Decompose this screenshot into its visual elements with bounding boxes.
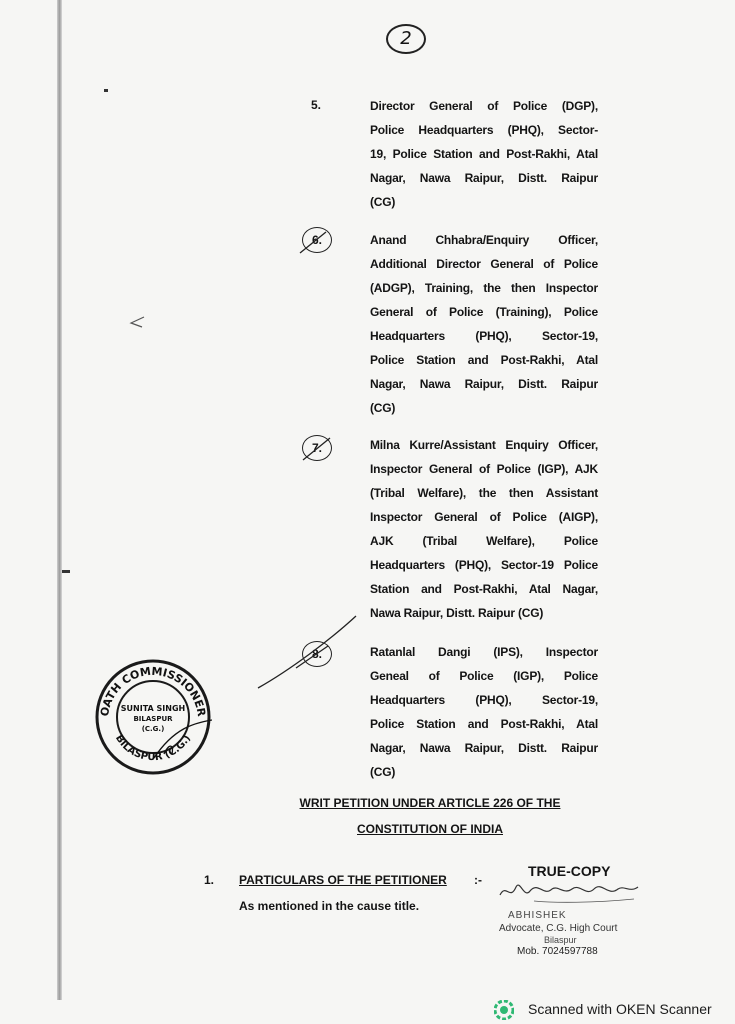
handwritten-signature [494, 875, 644, 907]
entry-line: General of Police (Training), Police [370, 305, 598, 319]
advocate-court: Advocate, C.G. High Court [499, 923, 618, 934]
entry-line: (Tribal Welfare), the then Assistant [370, 486, 598, 500]
entry-line: Nagar, Nawa Raipur, Distt. Raipur [370, 171, 598, 185]
scanner-label: Scanned with OKEN Scanner [528, 1001, 712, 1017]
section-body: As mentioned in the cause title. [239, 899, 420, 913]
petition-heading-line-1: WRIT PETITION UNDER ARTICLE 226 OF THE [299, 796, 561, 810]
advocate-mobile: Mob. 7024597788 [517, 946, 598, 957]
entry-number: 5. [311, 98, 322, 112]
advocate-name: ABHISHEK [508, 910, 567, 921]
entry-line: Ratanlal Dangi (IPS), Inspector [370, 645, 598, 659]
entry-line: Inspector General of Police (IGP), AJK [370, 462, 598, 476]
section-separator: :- [474, 873, 482, 887]
entry-line: Headquarters (PHQ), Sector-19 Police [370, 558, 598, 572]
stamp-state: (C.G.) [141, 725, 165, 733]
entry-line: Police Headquarters (PHQ), Sector- [370, 123, 598, 137]
entry-line: (CG) [370, 195, 396, 209]
entry-line: (ADGP), Training, the then Inspector [370, 281, 598, 295]
entry-line: Anand Chhabra/Enquiry Officer, [370, 233, 598, 247]
oken-scanner-icon [494, 1000, 514, 1020]
oath-commissioner-stamp [94, 658, 212, 776]
entry-line: (CG) [370, 401, 396, 415]
stamp-place: BILASPUR [133, 715, 173, 723]
section-title: PARTICULARS OF THE PETITIONER [239, 873, 447, 887]
section-number: 1. [204, 873, 215, 887]
petition-heading-line-2: CONSTITUTION OF INDIA [357, 822, 503, 836]
stamp-name: SUNITA SINGH [120, 704, 186, 713]
svg-text:BILASPUR (C.G.) [113, 733, 193, 763]
entry-line: 19, Police Station and Post-Rakhi, Atal [370, 147, 598, 161]
entry-line: AJK (Tribal Welfare), Police [370, 534, 598, 548]
entry-line: Director General of Police (DGP), [370, 99, 598, 113]
entry-line: (CG) [370, 765, 396, 779]
entry-line: Nagar, Nawa Raipur, Distt. Raipur [370, 741, 598, 755]
entry-line: Additional Director General of Police [370, 257, 598, 271]
stamp-ring-text: OATH COMMISSIONER [98, 664, 208, 718]
entry-number-circled: 7. [302, 435, 332, 461]
entry-number-circled: 6. [302, 227, 332, 253]
entry-line: Milna Kurre/Assistant Enquiry Officer, [370, 438, 598, 452]
entry-line: Police Station and Post-Rakhi, Atal [370, 353, 598, 367]
stamp-bottom-text: BILASPUR (C.G.) [112, 733, 193, 764]
entry-line: Inspector General of Police (AIGP), [370, 510, 598, 524]
advocate-city: Bilaspur [544, 935, 577, 945]
entry-line: Police Station and Post-Rakhi, Atal [370, 717, 598, 731]
entry-line: Nawa Raipur, Distt. Raipur (CG) [370, 606, 544, 620]
entry-line: Headquarters (PHQ), Sector-19, [370, 693, 598, 707]
scanner-watermark [494, 998, 729, 1022]
entry-line: Nagar, Nawa Raipur, Distt. Raipur [370, 377, 598, 391]
entry-line: Headquarters (PHQ), Sector-19, [370, 329, 598, 343]
true-copy-stamp: TRUE-COPY [528, 863, 611, 879]
entry-number-circled: 8. [302, 641, 332, 667]
entry-line: Station and Post-Rakhi, Atal Nagar, [370, 582, 598, 596]
page-number: 2 [400, 28, 412, 49]
entry-line: Geneal of Police (IGP), Police [370, 669, 598, 683]
